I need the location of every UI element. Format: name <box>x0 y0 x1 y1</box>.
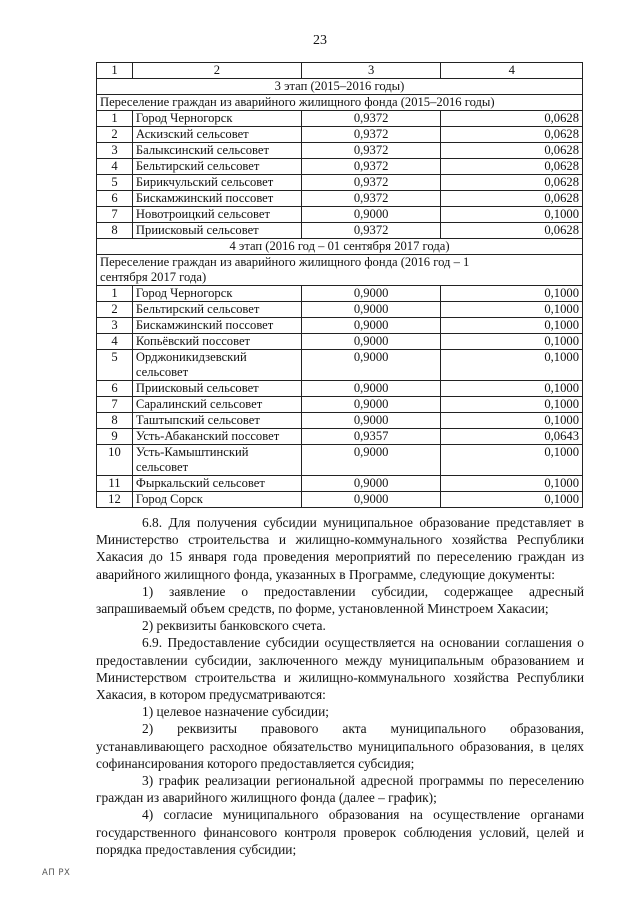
row-number: 4 <box>97 334 133 350</box>
stage-subtitle-row <box>97 95 583 111</box>
local-share-value: 0,0628 <box>441 223 583 239</box>
federal-share-value: 0,9000 <box>301 381 441 397</box>
column-header-4: 4 <box>441 63 583 79</box>
row-number: 5 <box>97 350 133 381</box>
row-number: 12 <box>97 492 133 508</box>
column-header-2: 2 <box>132 63 301 79</box>
table-row <box>97 429 583 445</box>
local-share-value: 0,1000 <box>441 492 583 508</box>
municipality-name: Бискамжинский поссовет <box>132 191 301 207</box>
federal-share-value: 0,9000 <box>301 207 441 223</box>
municipality-name: Таштыпский сельсовет <box>132 413 301 429</box>
local-share-value: 0,1000 <box>441 445 583 476</box>
table-row <box>97 381 583 397</box>
stage-subtitle-row <box>97 255 583 286</box>
federal-share-value: 0,9000 <box>301 302 441 318</box>
table-row <box>97 350 583 381</box>
page-number: 23 <box>313 33 327 48</box>
federal-share-value: 0,9000 <box>301 318 441 334</box>
municipality-name: Фыркальский сельсовет <box>132 476 301 492</box>
table-row <box>97 476 583 492</box>
local-share-value: 0,0628 <box>441 143 583 159</box>
federal-share-value: 0,9372 <box>301 191 441 207</box>
federal-share-value: 0,9000 <box>301 397 441 413</box>
row-number: 1 <box>97 286 133 302</box>
federal-share-value: 0,9000 <box>301 445 441 476</box>
row-number: 7 <box>97 397 133 413</box>
stage-title-row <box>97 79 583 95</box>
municipality-name: Балыксинский сельсовет <box>132 143 301 159</box>
municipality-name: Бирикчульский сельсовет <box>132 175 301 191</box>
federal-share-value: 0,9372 <box>301 175 441 191</box>
row-number: 9 <box>97 429 133 445</box>
municipality-name: Город Черногорск <box>132 111 301 127</box>
local-share-value: 0,0628 <box>441 111 583 127</box>
local-share-value: 0,1000 <box>441 476 583 492</box>
local-share-value: 0,0643 <box>441 429 583 445</box>
row-number: 6 <box>97 191 133 207</box>
table-row <box>97 223 583 239</box>
municipality-name: Бельтирский сельсовет <box>132 302 301 318</box>
stage-subtitle: Переселение граждан из аварийного жилищного фонда (2015–2016 годы) <box>97 95 583 111</box>
municipality-name: Бискамжинский поссовет <box>132 318 301 334</box>
table-row <box>97 334 583 350</box>
local-share-value: 0,0628 <box>441 175 583 191</box>
municipality-name: Усть-Камыштинский сельсовет <box>132 445 301 476</box>
municipality-name: Бельтирский сельсовет <box>132 159 301 175</box>
federal-share-value: 0,9000 <box>301 350 441 381</box>
local-share-value: 0,0628 <box>441 191 583 207</box>
paragraph: 3) график реализации региональной адресной программы по переселению граждан из аварийного жилищного фонда (далее – график); <box>96 773 584 806</box>
table-row <box>97 318 583 334</box>
column-header-3: 3 <box>301 63 441 79</box>
municipality-name: Саралинский сельсовет <box>132 397 301 413</box>
local-share-value: 0,1000 <box>441 302 583 318</box>
municipality-name: Копьёвский поссовет <box>132 334 301 350</box>
table-header-row <box>97 63 583 79</box>
local-share-value: 0,1000 <box>441 318 583 334</box>
table-row <box>97 159 583 175</box>
row-number: 11 <box>97 476 133 492</box>
body-text <box>96 514 584 858</box>
local-share-value: 0,1000 <box>441 286 583 302</box>
local-share-value: 0,1000 <box>441 334 583 350</box>
row-number: 8 <box>97 413 133 429</box>
row-number: 4 <box>97 159 133 175</box>
table-row <box>97 111 583 127</box>
municipality-name: Усть-Абаканский поссовет <box>132 429 301 445</box>
federal-share-value: 0,9000 <box>301 492 441 508</box>
stage-title: 3 этап (2015–2016 годы) <box>97 79 583 95</box>
municipality-name: Приисковый сельсовет <box>132 381 301 397</box>
municipality-name: Орджоникидзевский сельсовет <box>132 350 301 381</box>
local-share-value: 0,1000 <box>441 413 583 429</box>
municipality-name: Приисковый сельсовет <box>132 223 301 239</box>
local-share-value: 0,1000 <box>441 350 583 381</box>
municipality-name: Новотроицкий сельсовет <box>132 207 301 223</box>
table-row <box>97 397 583 413</box>
table-row <box>97 175 583 191</box>
table-row <box>97 143 583 159</box>
federal-share-value: 0,9357 <box>301 429 441 445</box>
row-number: 10 <box>97 445 133 476</box>
federal-share-value: 0,9000 <box>301 413 441 429</box>
federal-share-value: 0,9372 <box>301 127 441 143</box>
federal-share-value: 0,9372 <box>301 143 441 159</box>
stage-title-row <box>97 239 583 255</box>
row-number: 6 <box>97 381 133 397</box>
federal-share-value: 0,9000 <box>301 334 441 350</box>
footer-stamp: АП РХ <box>42 868 71 878</box>
paragraph: 1) заявление о предоставлении субсидии, содержащее адресный запрашиваемый объем средств, по форме, установленной Минстроем Хакасии; <box>96 583 584 617</box>
table-row <box>97 492 583 508</box>
local-share-value: 0,1000 <box>441 207 583 223</box>
table-row <box>97 127 583 143</box>
table-row <box>97 207 583 223</box>
federal-share-value: 0,9000 <box>301 286 441 302</box>
federal-share-value: 0,9372 <box>301 111 441 127</box>
paragraph: 2) реквизиты правового акта муниципального образования, устанавливающего расходное обязательство муниципального образования, в целях софинансирования которого предоставляется субсидия; <box>96 721 584 771</box>
local-share-value: 0,1000 <box>441 381 583 397</box>
row-number: 7 <box>97 207 133 223</box>
table-row <box>97 413 583 429</box>
local-share-value: 0,0628 <box>441 159 583 175</box>
municipality-name: Аскизский сельсовет <box>132 127 301 143</box>
table-row <box>97 191 583 207</box>
row-number: 5 <box>97 175 133 191</box>
paragraph: 6.9. Предоставление субсидии осуществляется на основании соглашения о предоставлении субсидии, заключенного между муниципальным образованием и Министерством строительства и жилищно-коммунального хозяйства Республики Хакасия, в котором предусматриваются: <box>96 635 584 703</box>
stage-subtitle: Переселение граждан из аварийного жилищного фонда (2016 год – 1 сентября 2017 года) <box>97 255 583 286</box>
paragraph: 2) реквизиты банковского счета. <box>142 618 326 634</box>
row-number: 3 <box>97 318 133 334</box>
table-row <box>97 445 583 476</box>
paragraph: 4) согласие муниципального образования на осуществление органами государственного финансового контроля проверок соблюдения условий, целей и порядка предоставления субсидии; <box>96 807 584 857</box>
local-share-value: 0,0628 <box>441 127 583 143</box>
row-number: 3 <box>97 143 133 159</box>
federal-share-value: 0,9372 <box>301 159 441 175</box>
table-row <box>97 302 583 318</box>
federal-share-value: 0,9000 <box>301 476 441 492</box>
row-number: 8 <box>97 223 133 239</box>
column-header-1: 1 <box>97 63 133 79</box>
local-share-value: 0,1000 <box>441 397 583 413</box>
table-row <box>97 286 583 302</box>
municipality-name: Город Черногорск <box>132 286 301 302</box>
stage-title: 4 этап (2016 год – 01 сентября 2017 года) <box>97 239 583 255</box>
municipality-name: Город Сорск <box>132 492 301 508</box>
paragraph: 1) целевое назначение субсидии; <box>142 704 329 720</box>
row-number: 2 <box>97 302 133 318</box>
row-number: 2 <box>97 127 133 143</box>
subsidy-share-table <box>96 62 583 508</box>
federal-share-value: 0,9372 <box>301 223 441 239</box>
row-number: 1 <box>97 111 133 127</box>
paragraph: 6.8. Для получения субсидии муниципальное образование представляет в Министерство строительства и жилищно-коммунального хозяйства Республики Хакасия до 15 января года проведения мероприятий по переселению граждан из аварийного жилищного фонда, указанных в Программе, следующие документы: <box>96 515 584 582</box>
